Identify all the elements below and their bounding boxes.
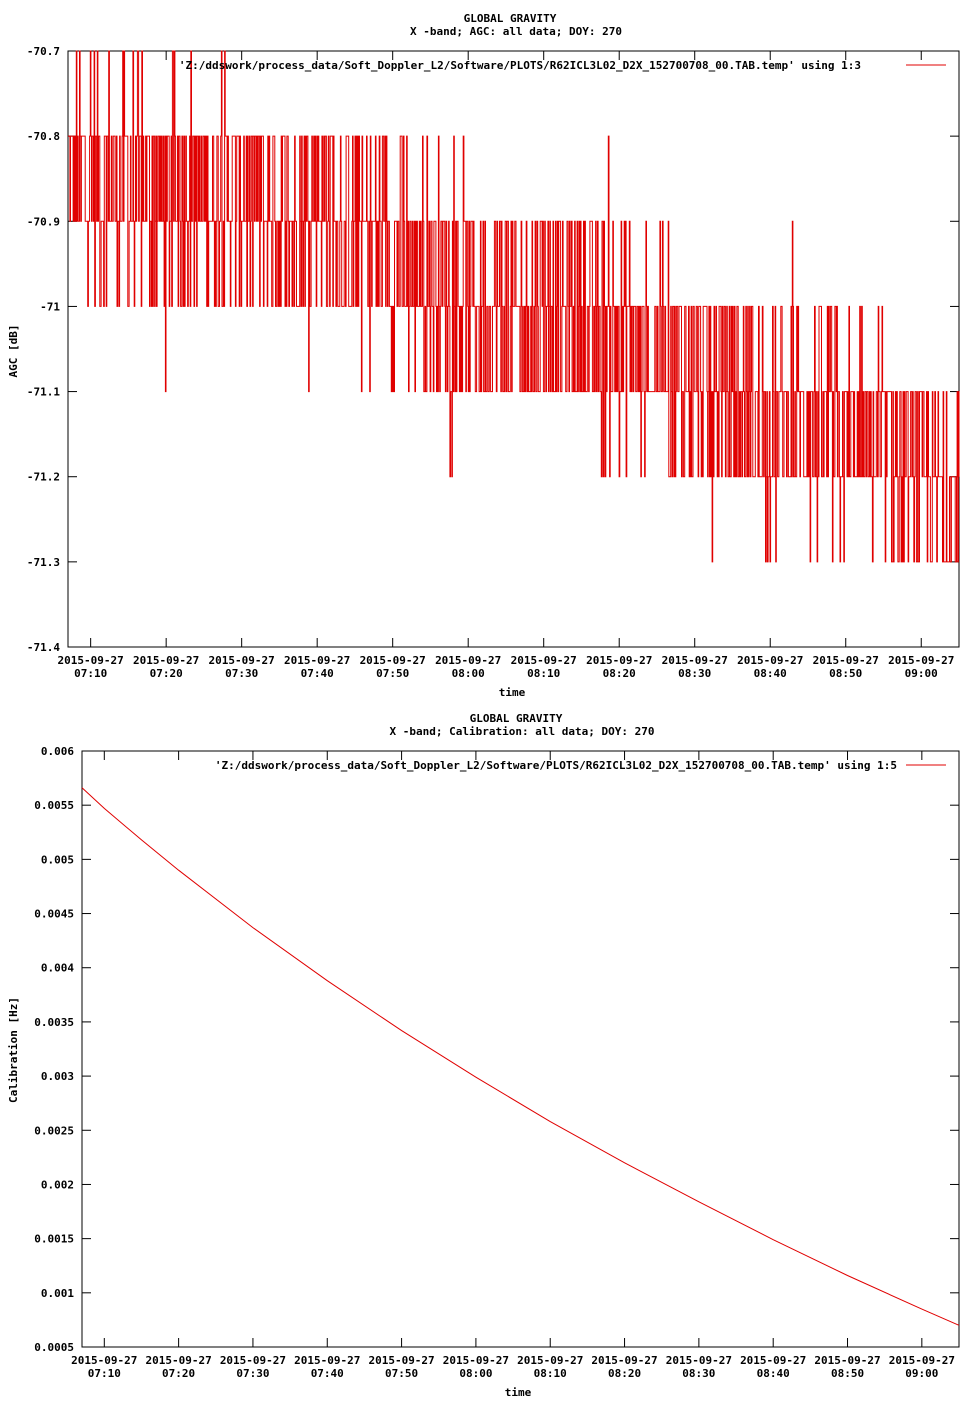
x-tick-date-label: 2015-09-27: [586, 654, 653, 667]
y-tick-label: 0.0015: [34, 1232, 74, 1246]
agc-series: [68, 51, 959, 562]
x-tick-date-label: 2015-09-27: [591, 1354, 658, 1367]
agc-chart-subtitle: X -band; AGC: all data; DOY: 270: [410, 25, 622, 38]
calibration-plot-area: [82, 751, 959, 1347]
x-tick-time-label: 07:30: [225, 667, 259, 680]
y-tick-label: 0.0035: [34, 1015, 74, 1029]
y-tick-label: -70.7: [26, 45, 60, 58]
x-tick-time-label: 07:30: [236, 1367, 270, 1380]
calibration-legend-label: 'Z:/ddswork/process_data/Soft_Doppler_L2/Software/PLOTS/R62ICL3L02_D2X_152700708_00.TAB.temp' using 1:5: [214, 759, 897, 772]
calibration-series: [82, 788, 959, 1326]
y-tick-label: 0.001: [40, 1286, 74, 1300]
calibration-x-axis: [71, 751, 955, 1380]
y-tick-label: 0.004: [40, 961, 74, 975]
agc-x-axis-label: time: [498, 686, 526, 699]
y-tick-label: 0.005: [40, 853, 74, 867]
x-tick-date-label: 2015-09-27: [661, 654, 728, 667]
agc-x-axis: [58, 51, 955, 680]
x-tick-time-label: 08:40: [756, 1367, 790, 1380]
x-tick-date-label: 2015-09-27: [359, 654, 426, 667]
x-tick-date-label: 2015-09-27: [145, 1354, 212, 1367]
x-tick-time-label: 08:30: [678, 667, 712, 680]
x-tick-time-label: 08:40: [753, 667, 787, 680]
x-tick-date-label: 2015-09-27: [737, 654, 804, 667]
plot-frame: [82, 751, 959, 1347]
x-tick-time-label: 08:50: [829, 667, 863, 680]
y-tick-label: -71.4: [26, 641, 60, 654]
x-tick-date-label: 2015-09-27: [368, 1354, 435, 1367]
y-tick-label: -70.8: [26, 130, 60, 144]
x-tick-time-label: 09:00: [905, 1367, 939, 1380]
agc-series-line: [68, 51, 959, 562]
calibration-series-line: [82, 788, 959, 1326]
x-tick-time-label: 07:10: [74, 667, 108, 680]
x-tick-time-label: 08:00: [459, 1367, 493, 1380]
x-tick-date-label: 2015-09-27: [888, 1354, 955, 1367]
calibration-chart: [7, 712, 959, 1399]
x-tick-time-label: 07:20: [162, 1367, 196, 1380]
x-tick-time-label: 08:30: [682, 1367, 716, 1380]
x-tick-date-label: 2015-09-27: [435, 654, 502, 667]
y-tick-label: 0.0055: [34, 799, 74, 813]
x-tick-time-label: 07:50: [376, 667, 410, 680]
x-tick-time-label: 08:50: [830, 1367, 865, 1380]
agc-chart-title: GLOBAL GRAVITY: [463, 12, 557, 25]
x-tick-time-label: 09:00: [904, 667, 938, 680]
x-tick-date-label: 2015-09-27: [665, 1354, 732, 1367]
y-tick-label: 0.0005: [34, 1341, 74, 1354]
x-tick-date-label: 2015-09-27: [510, 654, 577, 667]
calibration-chart-subtitle: X -band; Calibration: all data; DOY: 270: [389, 725, 655, 738]
y-tick-label: -70.9: [26, 215, 60, 229]
x-tick-date-label: 2015-09-27: [517, 1354, 584, 1367]
agc-y-axis-label: AGC [dB]: [7, 324, 20, 378]
x-tick-date-label: 2015-09-27: [208, 654, 275, 667]
x-tick-date-label: 2015-09-27: [219, 1354, 287, 1367]
x-tick-time-label: 08:20: [602, 667, 636, 680]
y-tick-label: 0.0025: [34, 1124, 74, 1138]
y-tick-label: -71.1: [26, 385, 60, 399]
y-tick-label: 0.006: [40, 745, 74, 758]
x-tick-date-label: 2015-09-27: [814, 1354, 881, 1367]
calibration-y-axis-label: Calibration [Hz]: [7, 997, 20, 1103]
x-tick-time-label: 07:40: [310, 1367, 344, 1380]
agc-chart: [7, 12, 959, 699]
y-tick-label: 0.002: [40, 1178, 74, 1192]
x-tick-date-label: 2015-09-27: [133, 654, 200, 667]
x-tick-time-label: 07:40: [300, 667, 334, 680]
x-tick-date-label: 2015-09-27: [740, 1354, 807, 1367]
y-tick-label: -71.3: [26, 555, 60, 569]
x-tick-time-label: 08:10: [533, 1367, 567, 1380]
x-tick-time-label: 07:20: [149, 667, 183, 680]
agc-legend-label: 'Z:/ddswork/process_data/Soft_Doppler_L2/Software/PLOTS/R62ICL3L02_D2X_152700708_00.TAB.temp' using 1:3: [178, 59, 861, 72]
x-tick-time-label: 07:10: [87, 1367, 121, 1380]
y-tick-label: -71.2: [26, 470, 60, 484]
x-tick-time-label: 08:00: [451, 667, 485, 680]
y-tick-label: -71: [40, 300, 60, 314]
calibration-x-axis-label: time: [504, 1386, 532, 1399]
y-tick-label: 0.003: [40, 1070, 74, 1084]
x-tick-date-label: 2015-09-27: [71, 1354, 138, 1367]
y-tick-label: 0.0045: [34, 907, 74, 921]
x-tick-date-label: 2015-09-27: [284, 654, 351, 667]
x-tick-date-label: 2015-09-27: [812, 654, 879, 667]
x-tick-date-label: 2015-09-27: [888, 654, 955, 667]
x-tick-time-label: 08:10: [527, 667, 561, 680]
x-tick-time-label: 07:50: [385, 1367, 419, 1380]
x-tick-date-label: 2015-09-27: [294, 1354, 361, 1367]
x-tick-time-label: 08:20: [607, 1367, 642, 1380]
calibration-chart-title: GLOBAL GRAVITY: [469, 712, 563, 725]
x-tick-date-label: 2015-09-27: [442, 1354, 510, 1367]
x-tick-date-label: 2015-09-27: [57, 654, 124, 667]
